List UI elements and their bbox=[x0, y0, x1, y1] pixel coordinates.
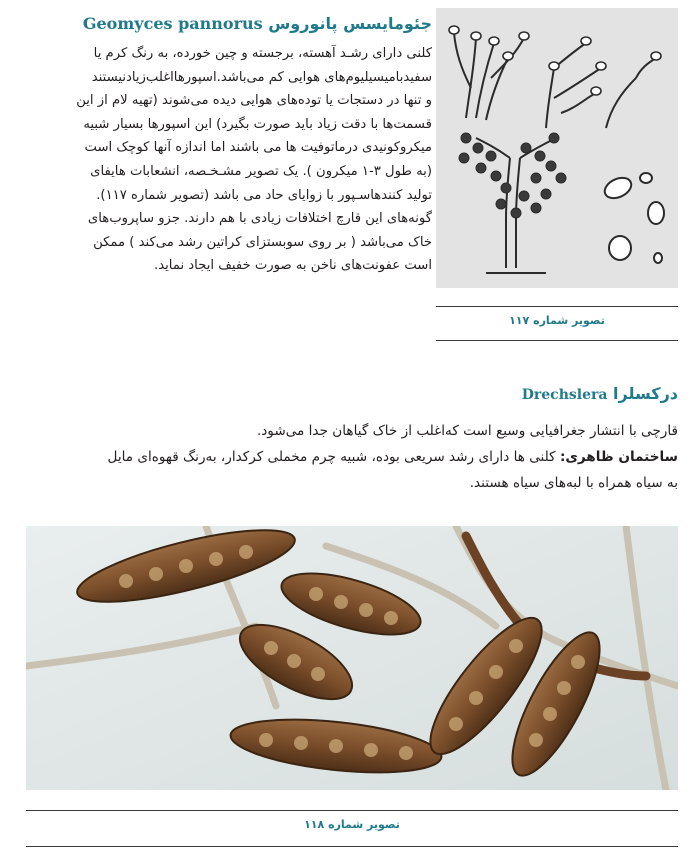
figure-117-caption: تصویر شماره ۱۱۷ bbox=[509, 314, 605, 327]
title-latin: Drechslera bbox=[521, 387, 608, 403]
caption-rule bbox=[436, 340, 678, 341]
geomyces-drawing bbox=[436, 8, 678, 288]
geomyces-description bbox=[30, 42, 432, 278]
section-title-drechslera bbox=[522, 384, 678, 403]
text-line: (به طول ۳-۱ میکرون ). یک تصویر مشـخـصه، انشعابات هایفای bbox=[90, 163, 432, 179]
section-title-geomyces bbox=[83, 14, 432, 33]
text-line: خاک می‌باشد ( بر روی سوبستزای کراتین رشد می‌کند ) ممکن bbox=[93, 234, 432, 250]
text-line: به سیاه همراه با لبه‌های سیاه هستند. bbox=[469, 475, 678, 491]
text-line: کلنی دارای رشـد آهسته، برجسته و چین خورده، به رنگ کرم یا bbox=[93, 46, 432, 61]
figure-118-micrograph bbox=[26, 526, 678, 790]
text-line bbox=[18, 444, 678, 470]
text-line: قسمت‌ها با دقت زیاد باید صورت بگیرد) این اسپورها بسیار شبیه bbox=[83, 116, 432, 132]
title-persian: درکسلرا bbox=[613, 384, 678, 403]
caption-rule bbox=[26, 846, 678, 847]
text-line: تولید کنندهاسـپور با زوایای حاد می باشد (تصویر شماره ۱۱۷). bbox=[96, 187, 432, 203]
structure-label: ساختمان ظاهری: bbox=[559, 449, 678, 465]
text-line: میکروکونیدی درماتوفیت ها می باشند اما اندازه آنها کوچک است bbox=[84, 140, 432, 156]
caption-rule bbox=[436, 306, 678, 307]
caption-rule bbox=[26, 810, 678, 811]
text-line: سفیدبامیسیلیوم‌های هوایی کم می‌باشد.اسپورها‌اغلب‌زیاد‌نیستند bbox=[91, 69, 432, 85]
text-line: و تنها در دستجات یا توده‌های هوایی دیده می‌شوند (تهیه لام از این bbox=[76, 93, 432, 109]
title-persian: جئومایسس پانوروس bbox=[268, 14, 432, 33]
text-line: گونه‌های این قارچ اختلافات زیادی با هم دارند. جزو ساپروب‌های bbox=[87, 211, 432, 227]
figure-117-illustration bbox=[436, 8, 678, 288]
title-latin: Geomyces pannorus bbox=[82, 14, 263, 33]
drechslera-description bbox=[18, 418, 678, 496]
text-fragment: کلنی ها دارای رشد سریعی بوده، شبیه چرم مخملی کرکدار، به‌رنگ قهوه‌ای مایل bbox=[107, 449, 560, 465]
text-line: است عفونت‌های ناخن به صورت خفیف ایجاد نماید. bbox=[154, 258, 432, 274]
text-line: قارچی با انتشار جغرافیایی وسیع است که‌اغلب از خاک گیاهان جدا می‌شود. bbox=[256, 423, 678, 439]
drechslera-conidia-photo bbox=[26, 526, 678, 790]
figure-118-caption: تصویر شماره ۱۱۸ bbox=[304, 818, 400, 831]
